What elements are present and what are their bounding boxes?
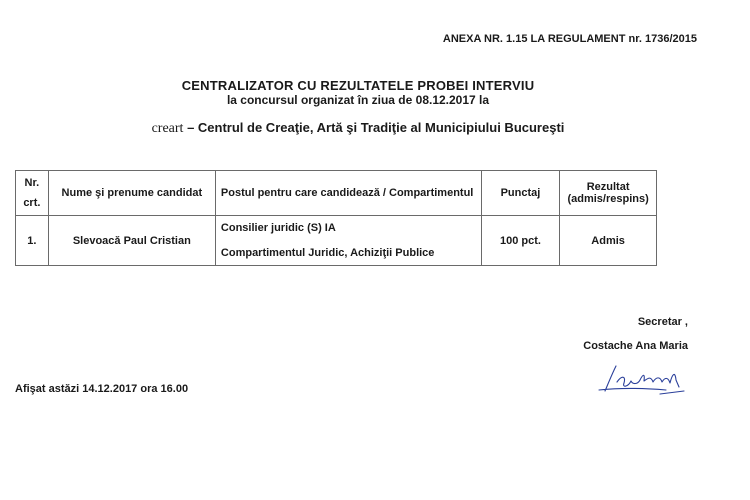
row-nr: 1. — [16, 216, 49, 266]
row-post — [215, 216, 481, 266]
header-nr — [16, 171, 49, 216]
row-candidate-name: Slevoacă Paul Cristian — [48, 216, 215, 266]
organization-prefix: creart — [151, 121, 184, 136]
posting-date: Afişat astăzi 14.12.2017 ora 16.00 — [15, 383, 189, 395]
row-score: 100 pct. — [481, 216, 560, 266]
header-nr-line1: Nr. — [24, 177, 40, 189]
row-result: Admis — [560, 216, 657, 266]
document-title: CENTRALIZATOR CU REZULTATELE PROBEI INTERVIU — [181, 78, 535, 93]
header-post: Postul pentru care candidează / Compartimentul — [215, 171, 481, 216]
organization-line — [0, 120, 716, 137]
table-row — [16, 216, 657, 266]
handwritten-signature — [596, 360, 688, 398]
annex-reference: ANEXA NR. 1.15 LA REGULAMENT nr. 1736/2015 — [442, 33, 697, 45]
header-score: Punctaj — [481, 171, 560, 216]
header-result: Rezultat (admis/respins) — [560, 171, 657, 216]
results-table — [15, 170, 657, 266]
organization-name: – Centrul de Creaţie, Artă şi Tradiţie al Municipiului Bucureşti — [183, 120, 565, 135]
row-post-title: Consilier juridic (S) IA — [220, 222, 336, 234]
header-name: Nume şi prenume candidat — [48, 171, 215, 216]
row-post-department: Compartimentul Juridic, Achiziţii Publice — [220, 247, 435, 259]
secretary-role: Secretar , — [637, 316, 688, 328]
document-subtitle: la concursul organizat în ziua de 08.12.2017 la — [226, 93, 490, 107]
secretary-name: Costache Ana Maria — [583, 340, 688, 352]
table-header-row — [16, 171, 657, 216]
header-nr-line2: crt. — [23, 197, 41, 209]
